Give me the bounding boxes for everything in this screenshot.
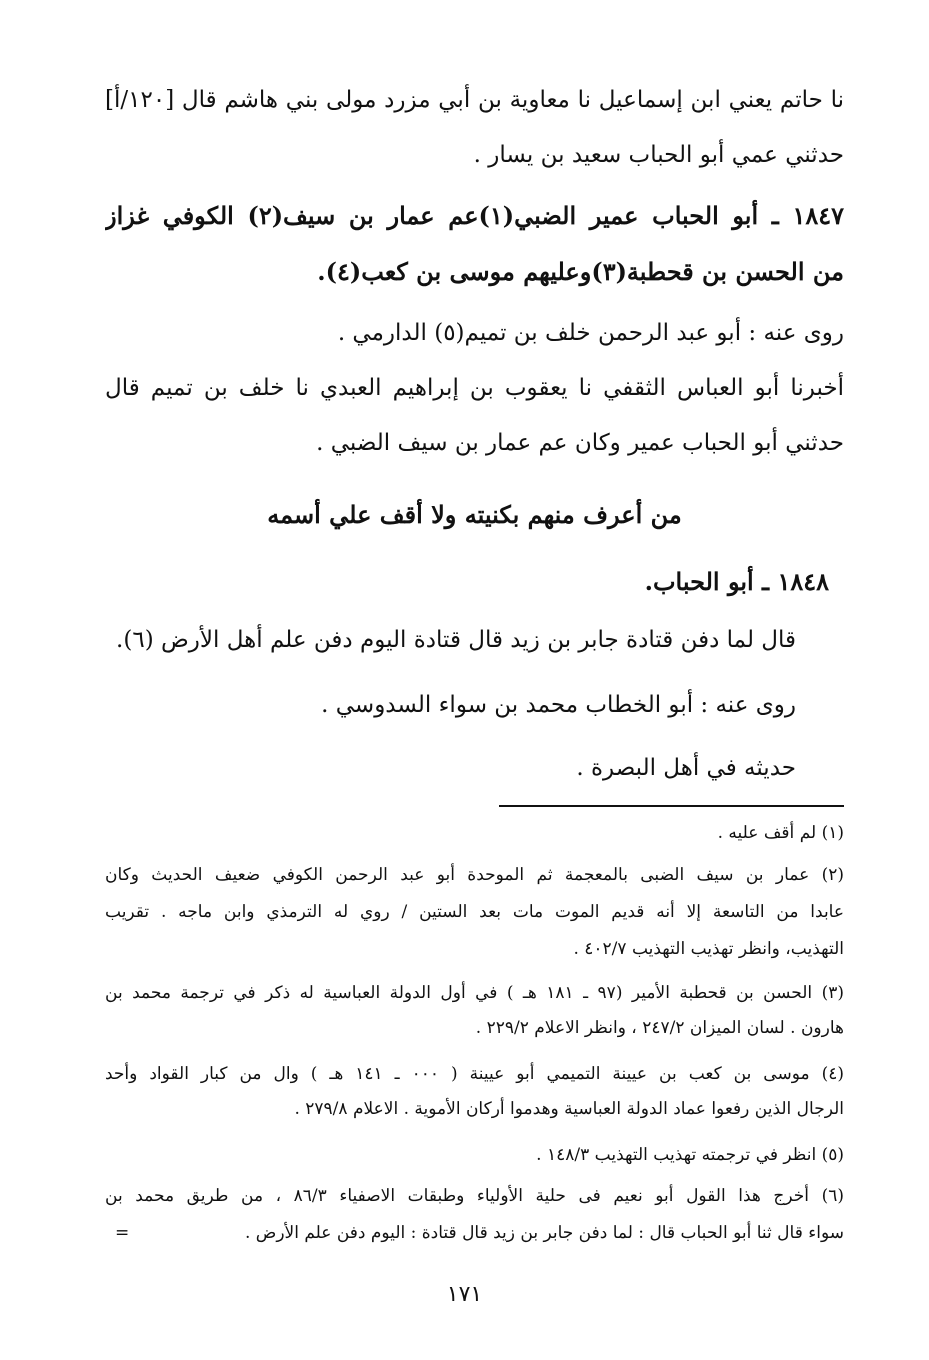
- footnote-5: (٥) انظر في ترجمته تهذيب التهذيب ١٤٨/٣ .: [536, 1145, 844, 1165]
- footnote-2-line-3: التهذيب، وانظر تهذيب التهذيب ٤٠٢/٧ .: [573, 939, 844, 959]
- footnote-3-line-2: هارون . لسان الميزان ٢٤٧/٢ ، وانظر الاعلام ٢٢٩/٢ .: [475, 1018, 844, 1038]
- entry-heading-1847-line-2: من الحسن بن قحطبة(٣)وعليهم موسى بن كعب(٤).: [317, 257, 844, 286]
- text-line-1: نا حاتم يعني ابن إسماعيل نا معاوية بن أبي مزرد مولى بني هاشم قال [١٢٠/أ]: [105, 87, 844, 113]
- footnote-6-line-1: (٦) أخرج هذا القول أبو نعيم فى حلية الأولياء وطبقات الاصفياء ٨٦/٣ ، من طريق محمد بن: [105, 1186, 844, 1206]
- footnote-6-line-2: [105, 1218, 844, 1248]
- footnote-4-line-1: (٤) موسى بن كعب بن عيينة التميمي أبو عيينة ( ٠٠٠ ـ ١٤١ هـ ) وال من كبار القواد وأحد: [105, 1064, 844, 1084]
- entry-heading-1847-line-1: ١٨٤٧ ـ أبو الحباب عمير الضبي(١)عم عمار بن سيف(٢) الكوفي غزاز: [105, 201, 844, 230]
- footnote-3-line-1: (٣) الحسن بن قحطبة الأمير (٩٧ ـ ١٨١ هـ ) في أول الدولة العباسية له ذكر في ترجمة محمد بن: [105, 983, 844, 1003]
- footnote-6-line-2-text: سواء قال ثنا أبو الحباب قال : لما دفن جابر بن زيد قال قتادة : اليوم دفن علم الأرض .: [244, 1223, 844, 1243]
- footnote-2-line-2: عابدا من التاسعة إلا أنه قديم الموت مات بعد الستين / روي له الترمذي وابن ماجه . تقريب: [105, 902, 844, 922]
- text-line-basra: حديثه في أهل البصرة .: [576, 755, 796, 781]
- section-heading: من أعرف منهم بكنيته ولا أقف علي أسمه: [267, 500, 682, 529]
- text-line-2: حدثني عمي أبو الحباب سعيد بن يسار .: [473, 142, 844, 168]
- page-number: ١٧١: [446, 1282, 483, 1307]
- text-line-isnad-1: أخبرنا أبو العباس الثقفي نا يعقوب بن إبراهيم العبدي نا خلف بن تميم قال: [105, 375, 844, 401]
- text-line-qatada: قال لما دفن قتادة جابر بن زيد قال قتادة اليوم دفن علم أهل الأرض (٦).: [116, 627, 796, 653]
- text-line-narrator-1847: روى عنه : أبو عبد الرحمن خلف بن تميم(٥) الدارمي .: [337, 320, 844, 346]
- footnote-divider: [499, 805, 844, 807]
- footnote-1: (١) لم أقف عليه .: [717, 823, 844, 843]
- text-line-isnad-2: حدثني أبو الحباب عمير وكان عم عمار بن سيف الضبي .: [316, 430, 844, 456]
- footnote-4-line-2: الرجال الذين رفعوا عماد الدولة العباسية وهدموا أركان الأموية . الاعلام ٢٧٩/٨ .: [294, 1099, 844, 1119]
- entry-heading-1848: ١٨٤٨ ـ أبو الحباب.: [644, 567, 829, 596]
- text-line-narrator-1848: روى عنه : أبو الخطاب محمد بن سواء السدوسي .: [321, 692, 796, 718]
- footnote-2-line-1: (٢) عمار بن سيف الضبى بالمعجمة ثم الموحدة أبو عبد الرحمن الكوفي ضعيف الحديث وكان: [105, 865, 844, 885]
- continuation-mark: =: [115, 1223, 130, 1243]
